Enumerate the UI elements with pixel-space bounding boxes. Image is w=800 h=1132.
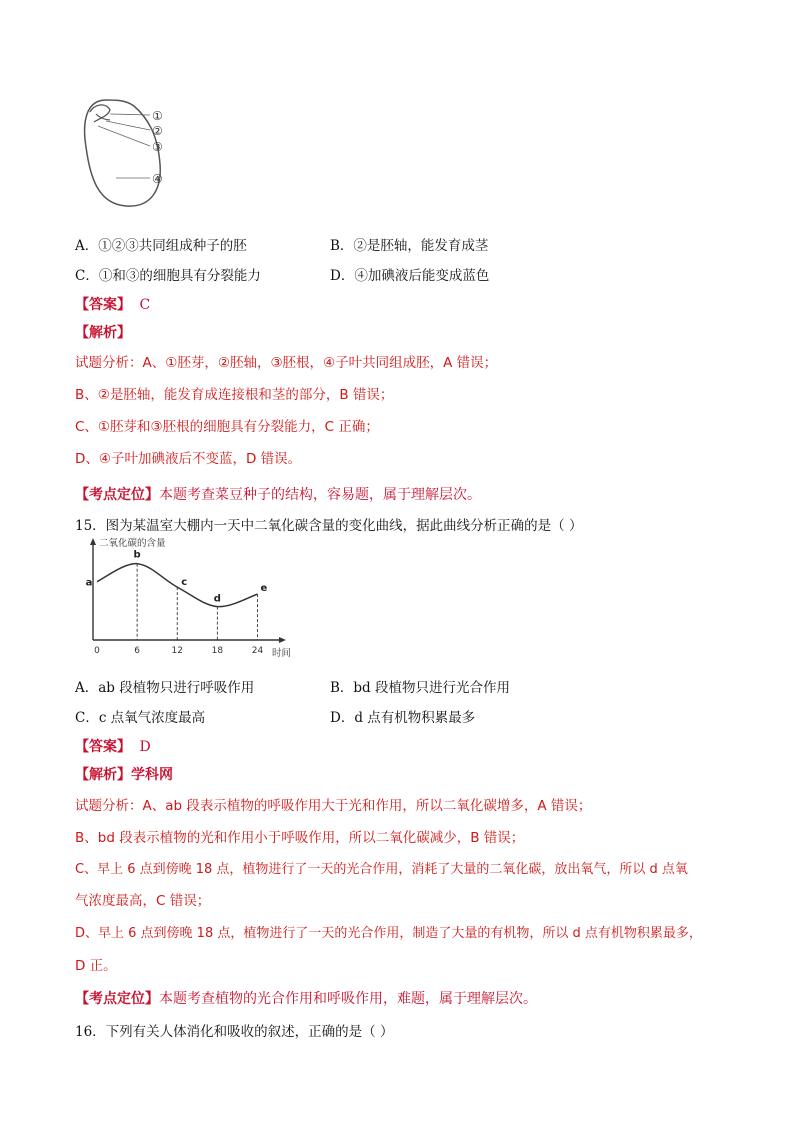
q14-analysis-line-4: D、④子叶加碘液后不变蓝，D 错误。	[75, 451, 302, 467]
point-label: 【考点定位】	[75, 487, 159, 503]
analysis-source: 学科网	[131, 767, 173, 783]
q15-analysis-line-5: D、早上 6 点到傍晚 18 点，植物进行了一天的光合作用，制造了大量的有机物，所以 d 点有机物积累最多，	[75, 926, 702, 941]
point-label-b: b	[133, 549, 141, 561]
q15-option-a: A．ab 段植物只进行呼吸作用	[75, 680, 255, 696]
q15-option-c: C．c 点氧气浓度最高	[75, 710, 206, 726]
q14-answer	[75, 294, 150, 314]
answer-label: 【答案】	[75, 739, 131, 755]
q15-analysis-line-4: 气浓度最高，C 错误；	[75, 893, 211, 909]
point-label: 【考点定位】	[75, 991, 159, 1007]
q15-analysis-line-6: D 正。	[75, 958, 117, 974]
q15-question: 15．图为某温室大棚内一天中二氧化碳含量的变化曲线，据此曲线分析正确的是（ ）	[75, 518, 583, 534]
diagram-label-4: ④	[152, 172, 163, 186]
point-label-c: c	[181, 577, 188, 589]
q14-analysis-line-1: 试题分析：A、①胚芽，②胚轴，③胚根，④子叶共同组成胚，A 错误；	[75, 355, 498, 371]
point-text: 本题考查菜豆种子的结构，容易题，属于理解层次。	[159, 487, 481, 503]
x-tick-label: 12	[171, 646, 183, 656]
q15-analysis-heading	[75, 764, 173, 784]
q15-answer	[75, 736, 151, 756]
x-tick-label: 6	[134, 646, 140, 656]
q14-point	[75, 484, 481, 504]
diagram-label-3: ③	[152, 140, 163, 154]
co2-chart	[72, 536, 312, 660]
diagram-label-2: ②	[152, 124, 163, 138]
q15-option-d: D．d 点有机物积累最多	[330, 710, 476, 726]
q14-analysis-line-3: C、①胚芽和③胚根的细胞具有分裂能力，C 正确；	[75, 419, 379, 435]
bean-seed-diagram	[76, 92, 186, 212]
chart-xlabel: 时间	[272, 648, 292, 659]
q15-analysis-line-3: C、早上 6 点到傍晚 18 点，植物进行了一天的光合作用，消耗了大量的二氧化碳，放出氧气，所以 d 点氧	[75, 862, 688, 877]
q14-analysis-line-2: B、②是胚轴，能发育成连接根和茎的部分，B 错误；	[75, 387, 394, 403]
q15-option-b: B．bd 段植物只进行光合作用	[330, 680, 510, 696]
q14-analysis-label: 【解析】	[75, 325, 131, 341]
co2-curve	[97, 564, 257, 607]
answer-value: D	[139, 739, 151, 755]
answer-label: 【答案】	[75, 297, 131, 313]
q14-option-a: A．①②③共同组成种子的胚	[75, 238, 247, 254]
point-label-d: d	[213, 593, 221, 605]
q15-analysis-line-2: B、bd 段表示植物的光和作用小于呼吸作用，所以二氧化碳减少，B 错误；	[75, 830, 525, 846]
answer-value: C	[139, 297, 151, 313]
point-text: 本题考查植物的光合作用和呼吸作用，难题，属于理解层次。	[159, 991, 537, 1007]
x-tick-label: 0	[94, 646, 100, 656]
q15-point	[75, 988, 537, 1008]
analysis-label: 【解析】	[75, 767, 131, 783]
chart-ylabel: 二氧化碳的含量	[99, 538, 166, 549]
q15-analysis-line-1: 试题分析：A、ab 段表示植物的呼吸作用大于光和作用，所以二氧化碳增多，A 错误；	[75, 798, 592, 814]
q14-option-b: B．②是胚轴，能发育成茎	[330, 238, 489, 254]
x-tick-label: 24	[251, 646, 264, 656]
q14-option-c: C．①和③的细胞具有分裂能力	[75, 268, 261, 284]
q14-option-d: D．④加碘液后能变成蓝色	[330, 268, 490, 284]
q16-question: 16．下列有关人体消化和吸收的叙述，正确的是（ ）	[75, 1024, 394, 1040]
point-label-a: a	[85, 577, 93, 589]
x-tick-label: 18	[211, 646, 224, 656]
diagram-label-1: ①	[152, 109, 163, 123]
point-label-e: e	[260, 583, 268, 595]
